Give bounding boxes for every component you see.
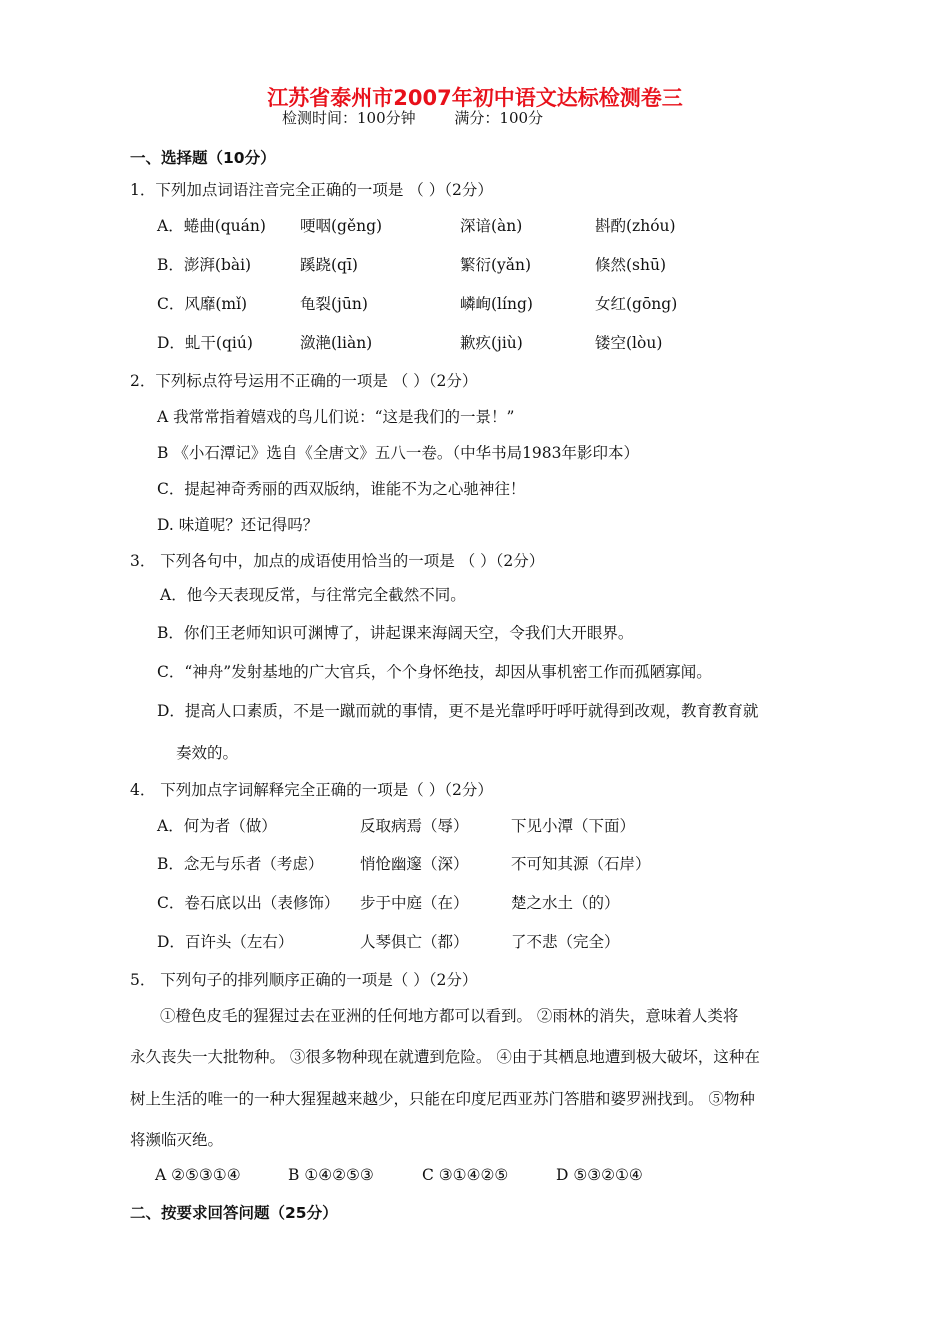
q3-option-b: B．你们王老师知识可渊博了，讲起课来海阔天空，令我们大开眼界。	[157, 624, 634, 642]
exam-score: 满分：100分	[454, 109, 544, 127]
exam-info	[282, 107, 577, 128]
q5-passage-line-2: 永久丧失一大批物种。 ③很多物种现在就遭到危险。 ④由于其栖息地遭到极大破坏，这种在	[130, 1048, 760, 1066]
q4-a-1: A．何为者（做）	[157, 817, 277, 835]
q1-c-2: 龟裂(jūn)	[300, 295, 368, 313]
q5-choice-a: A ②⑤③①④	[155, 1166, 241, 1184]
q5-choice-c: C ③①④②⑤	[422, 1166, 509, 1184]
q4-c-2: 步于中庭（在）	[360, 894, 469, 912]
q2-option-d: D. 味道呢？还记得吗？	[157, 516, 319, 534]
q1-a-1: A．蜷曲(quán)	[157, 217, 266, 235]
q4-d-2: 人琴俱亡（都）	[360, 933, 469, 951]
q5-choice-d: D ⑤③②①④	[556, 1166, 643, 1184]
q4-d-3: 了不悲（完全）	[511, 933, 620, 951]
q4-a-2: 反取病焉（辱）	[360, 817, 469, 835]
q1-d-3: 歉疚(jiù)	[460, 334, 523, 352]
q1-b-2: 蹊跷(qī)	[300, 256, 358, 274]
q2-option-b: B 《小石潭记》选自《全唐文》五八一卷。（中华书局1983年影印本）	[157, 444, 640, 462]
q1-b-1: B．澎湃(bài)	[157, 256, 252, 274]
q3-option-a: A．他今天表现反常，与往常完全截然不同。	[160, 586, 466, 604]
q1-b-4: 倏然(shū)	[595, 256, 667, 274]
q4-b-1: B．念无与乐者（考虑）	[157, 855, 324, 873]
q4-b-2: 悄怆幽邃（深）	[360, 855, 469, 873]
q4-c-1: C．卷石底以出（表修饰）	[157, 894, 340, 912]
q5-passage-line-4: 将濒临灭绝。	[130, 1131, 224, 1149]
q4-a-3: 下见小潭（下面）	[511, 817, 636, 835]
q4-stem: 4． 下列加点字词解释完全正确的一项是（ ）（2分）	[130, 781, 493, 799]
q1-d-1: D．虬干(qiú)	[157, 334, 253, 352]
q1-c-4: 女红(gōng)	[595, 295, 678, 313]
q4-c-3: 楚之水土（的）	[511, 894, 620, 912]
section-1-heading: 一、选择题（10分）	[130, 149, 276, 167]
q5-passage-line-3: 树上生活的唯一的一种大猩猩越来越少，只能在印度尼西亚苏门答腊和婆罗洲找到。 ⑤物种	[130, 1090, 755, 1108]
q1-a-4: 斟酌(zhóu)	[595, 217, 676, 235]
q4-b-3: 不可知其源（石岸）	[511, 855, 651, 873]
q4-d-1: D．百许头（左右）	[157, 933, 294, 951]
q3-option-d: D．提高人口素质，不是一蹴而就的事情，更不是光靠呼吁呼吁就得到改观，教育教育就	[157, 702, 759, 720]
q3-option-c: C．“神舟”发射基地的广大官兵，个个身怀绝技，却因从事机密工作而孤陋寡闻。	[157, 663, 712, 681]
q5-passage-line-1: ①橙色皮毛的猩猩过去在亚洲的任何地方都可以看到。 ②雨林的消失，意味着人类将	[160, 1007, 739, 1025]
q2-option-c: C．提起神奇秀丽的西双版纳，谁能不为之心驰神往！	[157, 480, 526, 498]
q1-b-3: 繁衍(yǎn)	[460, 256, 532, 274]
q1-a-2: 哽咽(gěng)	[300, 217, 383, 235]
exam-time: 检测时间：100分钟	[282, 109, 416, 127]
q2-option-a: A 我常常指着嬉戏的鸟儿们说：“这是我们的一景！”	[157, 408, 515, 426]
q3-stem: 3． 下列各句中，加点的成语使用恰当的一项是 （ ）（2分）	[130, 552, 545, 570]
q5-choice-b: B ①④②⑤③	[288, 1166, 374, 1184]
q1-a-3: 深谙(àn)	[460, 217, 523, 235]
q1-stem: 1．下列加点词语注音完全正确的一项是 （ ）（2分）	[130, 181, 493, 199]
q3-option-d-cont: 奏效的。	[176, 744, 239, 762]
q1-d-2: 潋滟(liàn)	[300, 334, 373, 352]
q1-c-3: 嶙峋(líng)	[460, 295, 533, 313]
page-title: 江苏省泰州市2007年初中语文达标检测卷三	[267, 86, 683, 110]
q1-d-4: 镂空(lòu)	[595, 334, 663, 352]
q5-stem: 5． 下列句子的排列顺序正确的一项是（ ）（2分）	[130, 971, 478, 989]
q2-stem: 2．下列标点符号运用不正确的一项是 （ ）（2分）	[130, 372, 478, 390]
q1-c-1: C．风靡(mǐ)	[157, 295, 248, 313]
section-2-heading: 二、按要求回答问题（25分）	[130, 1204, 338, 1222]
